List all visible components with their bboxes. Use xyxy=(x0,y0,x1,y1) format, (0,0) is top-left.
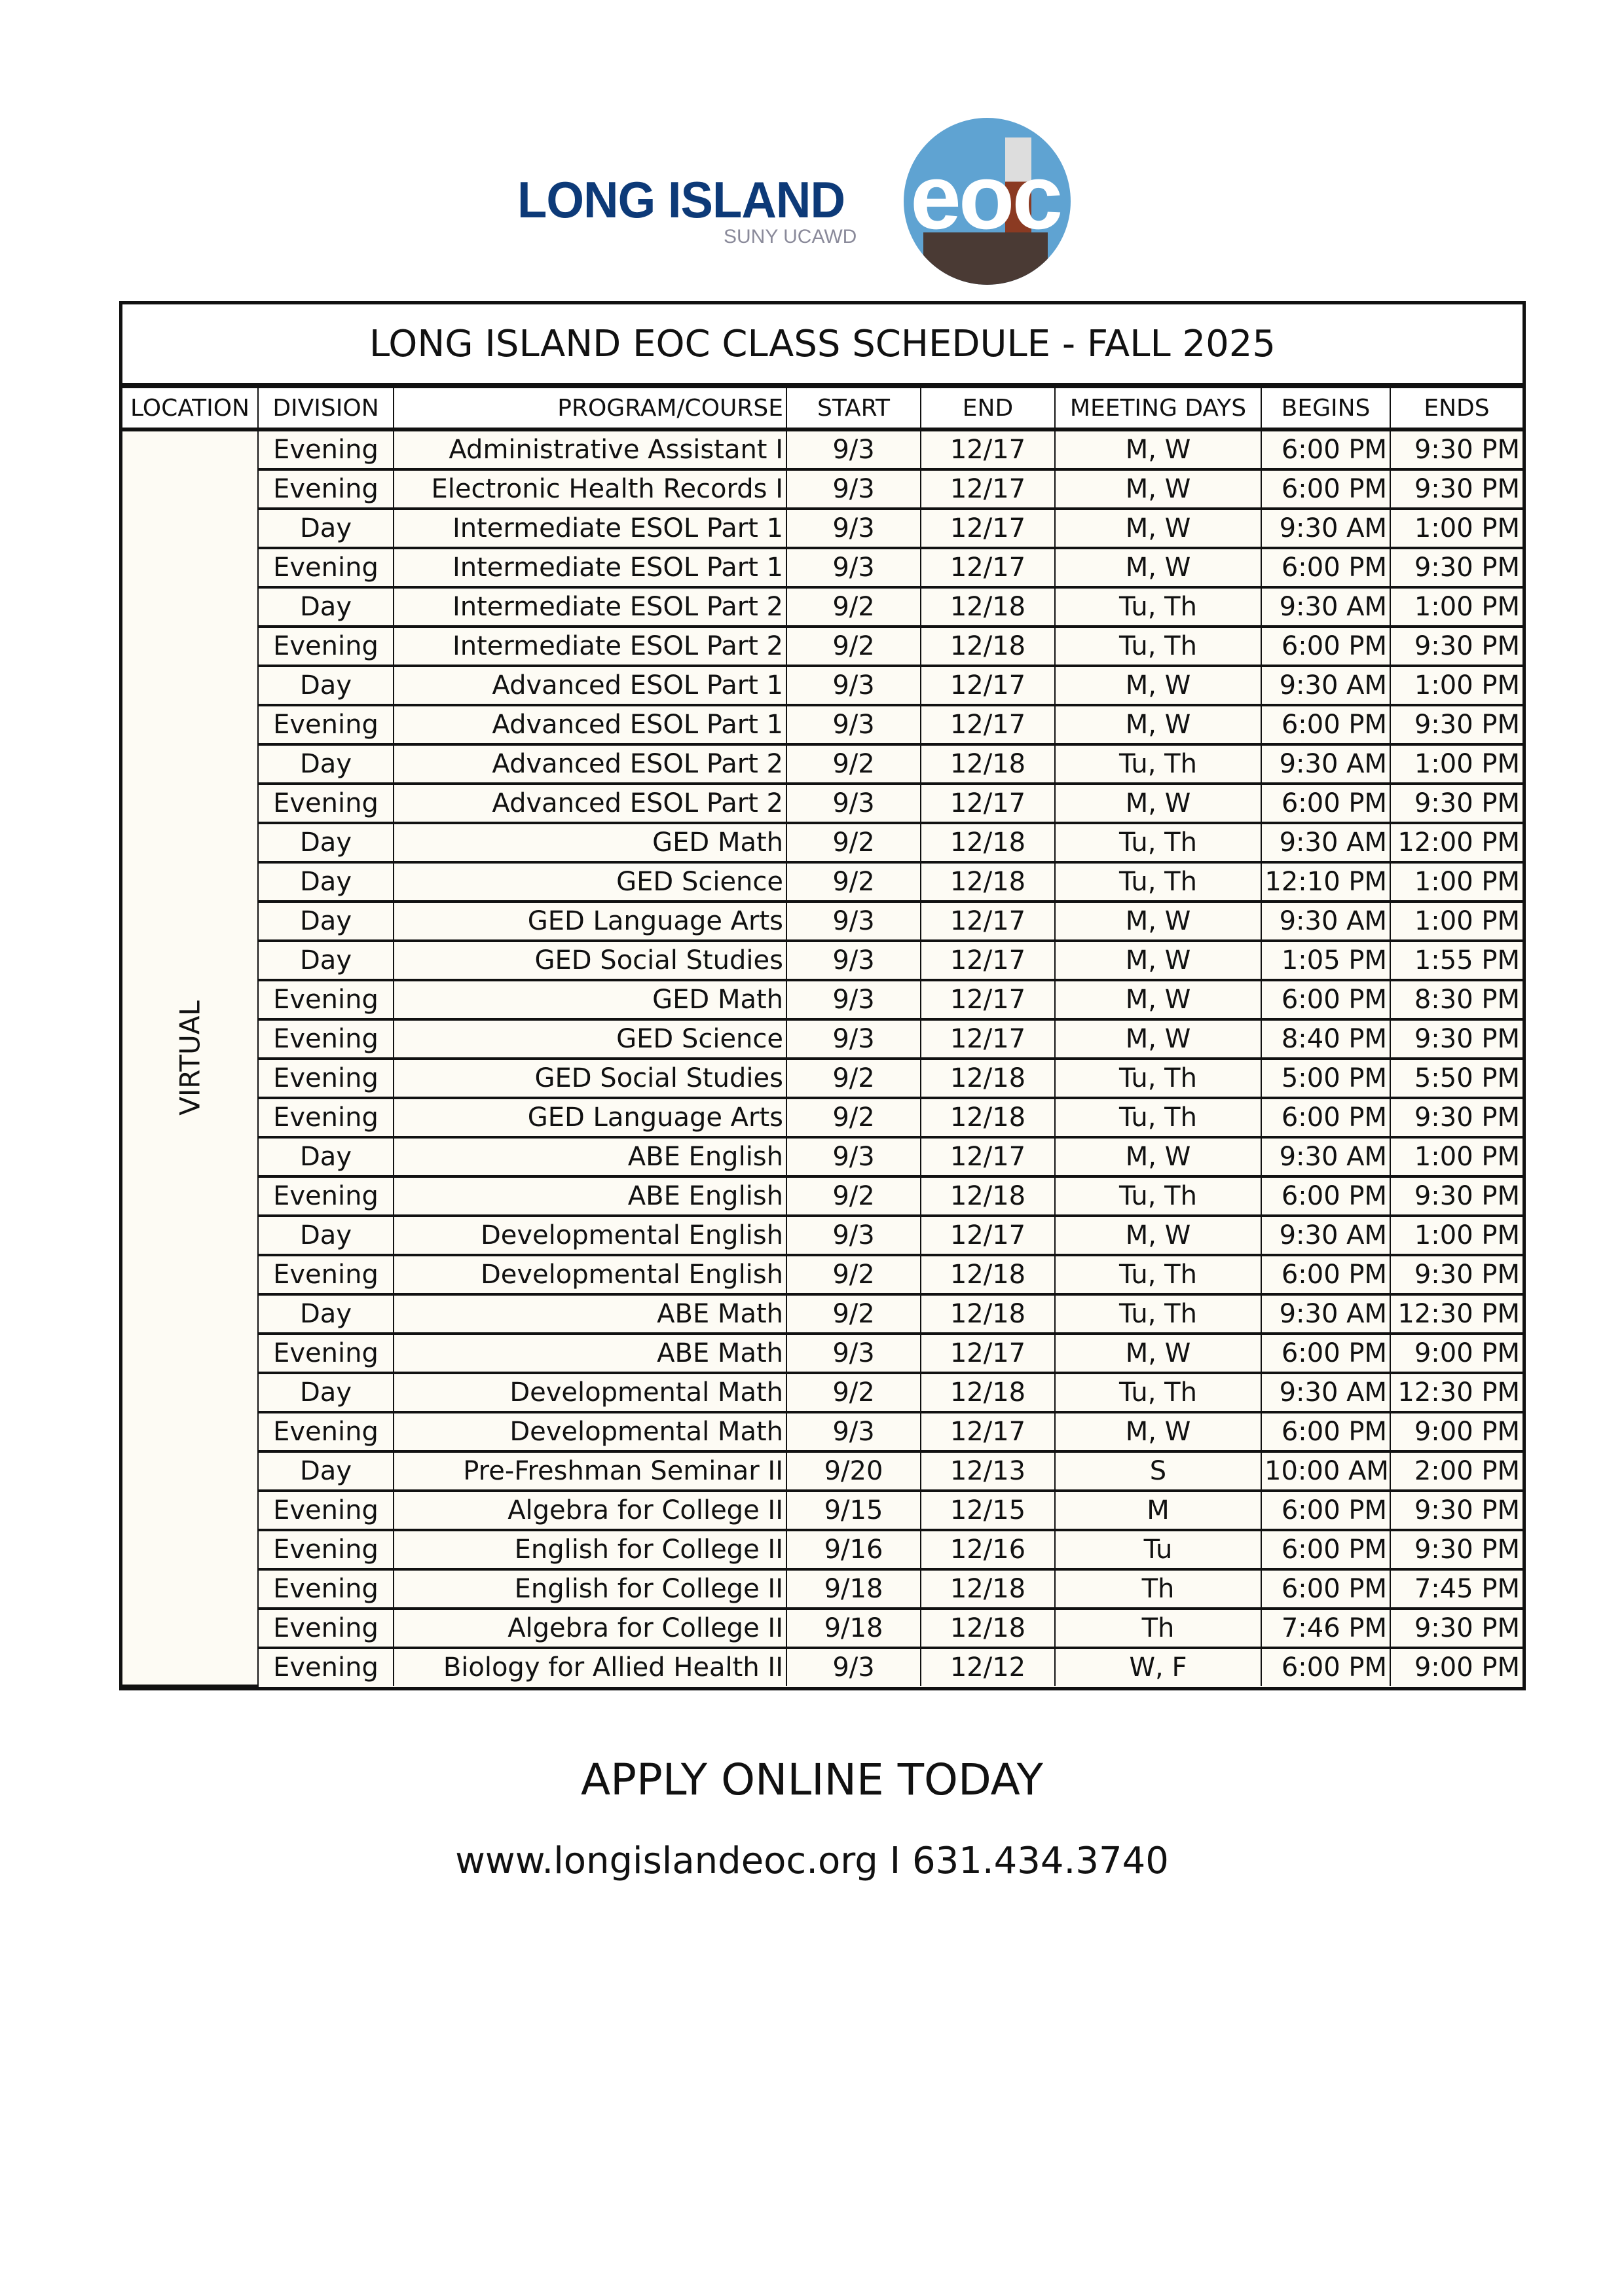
begins-cell: 6:00 PM xyxy=(1261,1491,1390,1530)
ends-cell: 9:30 PM xyxy=(1390,429,1522,469)
days-cell: M, W xyxy=(1055,902,1261,941)
course-cell: GED Language Arts xyxy=(394,1098,786,1137)
ends-cell: 12:00 PM xyxy=(1390,823,1522,862)
days-cell: Tu, Th xyxy=(1055,823,1261,862)
days-cell: Tu, Th xyxy=(1055,1373,1261,1412)
end-cell: 12/17 xyxy=(921,1334,1055,1373)
table-row xyxy=(122,1334,1522,1373)
end-cell: 12/17 xyxy=(921,980,1055,1019)
column-header: ENDS xyxy=(1390,388,1522,429)
ends-cell: 9:30 PM xyxy=(1390,784,1522,823)
days-cell: M, W xyxy=(1055,509,1261,548)
ends-cell: 8:30 PM xyxy=(1390,980,1522,1019)
start-cell: 9/3 xyxy=(786,469,921,509)
days-cell: S xyxy=(1055,1451,1261,1491)
end-cell: 12/18 xyxy=(921,1176,1055,1216)
division-cell: Evening xyxy=(258,429,394,469)
division-cell: Evening xyxy=(258,627,394,666)
end-cell: 12/17 xyxy=(921,469,1055,509)
table-row xyxy=(122,823,1522,862)
location-cell xyxy=(122,429,258,1686)
start-cell: 9/2 xyxy=(786,1294,921,1334)
course-cell: GED Math xyxy=(394,823,786,862)
course-cell: Administrative Assistant I xyxy=(394,429,786,469)
division-cell: Evening xyxy=(258,1609,394,1648)
begins-cell: 6:00 PM xyxy=(1261,705,1390,744)
division-cell: Day xyxy=(258,509,394,548)
end-cell: 12/17 xyxy=(921,1019,1055,1059)
ends-cell: 9:30 PM xyxy=(1390,1098,1522,1137)
begins-cell: 6:00 PM xyxy=(1261,784,1390,823)
end-cell: 12/13 xyxy=(921,1451,1055,1491)
division-cell: Evening xyxy=(258,1098,394,1137)
division-cell: Evening xyxy=(258,548,394,587)
division-cell: Day xyxy=(258,941,394,980)
ends-cell: 2:00 PM xyxy=(1390,1451,1522,1491)
division-cell: Evening xyxy=(258,1255,394,1294)
end-cell: 12/18 xyxy=(921,587,1055,627)
begins-cell: 6:00 PM xyxy=(1261,1255,1390,1294)
days-cell: Tu, Th xyxy=(1055,1294,1261,1334)
table-row xyxy=(122,705,1522,744)
days-cell: Tu, Th xyxy=(1055,744,1261,784)
table-row xyxy=(122,1530,1522,1569)
division-cell: Evening xyxy=(258,980,394,1019)
end-cell: 12/17 xyxy=(921,1216,1055,1255)
table-row xyxy=(122,1294,1522,1334)
end-cell: 12/18 xyxy=(921,823,1055,862)
table-row xyxy=(122,1137,1522,1176)
table-row xyxy=(122,587,1522,627)
begins-cell: 6:00 PM xyxy=(1261,1334,1390,1373)
table-row xyxy=(122,1216,1522,1255)
table-row xyxy=(122,862,1522,902)
division-cell: Day xyxy=(258,823,394,862)
table-row xyxy=(122,548,1522,587)
end-cell: 12/17 xyxy=(921,548,1055,587)
days-cell: M, W xyxy=(1055,666,1261,705)
ends-cell: 12:30 PM xyxy=(1390,1373,1522,1412)
ends-cell: 9:00 PM xyxy=(1390,1334,1522,1373)
course-cell: GED Social Studies xyxy=(394,1059,786,1098)
begins-cell: 6:00 PM xyxy=(1261,1098,1390,1137)
column-header: MEETING DAYS xyxy=(1055,388,1261,429)
ends-cell: 1:00 PM xyxy=(1390,1216,1522,1255)
table-row xyxy=(122,509,1522,548)
days-cell: M, W xyxy=(1055,705,1261,744)
division-cell: Day xyxy=(258,1373,394,1412)
division-cell: Evening xyxy=(258,1059,394,1098)
begins-cell: 9:30 AM xyxy=(1261,1216,1390,1255)
table-row xyxy=(122,469,1522,509)
course-cell: ABE English xyxy=(394,1137,786,1176)
begins-cell: 9:30 AM xyxy=(1261,902,1390,941)
division-cell: Evening xyxy=(258,1491,394,1530)
ends-cell: 1:00 PM xyxy=(1390,666,1522,705)
end-cell: 12/18 xyxy=(921,1098,1055,1137)
course-cell: Advanced ESOL Part 1 xyxy=(394,666,786,705)
start-cell: 9/18 xyxy=(786,1569,921,1609)
end-cell: 12/17 xyxy=(921,1137,1055,1176)
days-cell: M, W xyxy=(1055,980,1261,1019)
ends-cell: 1:55 PM xyxy=(1390,941,1522,980)
start-cell: 9/2 xyxy=(786,1373,921,1412)
division-cell: Evening xyxy=(258,469,394,509)
division-cell: Day xyxy=(258,1294,394,1334)
days-cell: M, W xyxy=(1055,1137,1261,1176)
days-cell: M xyxy=(1055,1491,1261,1530)
begins-cell: 9:30 AM xyxy=(1261,1373,1390,1412)
course-cell: Intermediate ESOL Part 1 xyxy=(394,548,786,587)
column-header: START xyxy=(786,388,921,429)
begins-cell: 6:00 PM xyxy=(1261,1530,1390,1569)
begins-cell: 6:00 PM xyxy=(1261,980,1390,1019)
division-cell: Day xyxy=(258,1216,394,1255)
end-cell: 12/18 xyxy=(921,627,1055,666)
ends-cell: 9:30 PM xyxy=(1390,1255,1522,1294)
schedule-sheet xyxy=(119,301,1526,1690)
start-cell: 9/2 xyxy=(786,1098,921,1137)
apply-cta: APPLY ONLINE TODAY xyxy=(581,1755,1043,1805)
start-cell: 9/3 xyxy=(786,1137,921,1176)
ends-cell: 9:30 PM xyxy=(1390,1609,1522,1648)
end-cell: 12/18 xyxy=(921,1373,1055,1412)
days-cell: M, W xyxy=(1055,469,1261,509)
days-cell: M, W xyxy=(1055,1412,1261,1451)
start-cell: 9/18 xyxy=(786,1609,921,1648)
ends-cell: 5:50 PM xyxy=(1390,1059,1522,1098)
table-row xyxy=(122,429,1522,469)
end-cell: 12/18 xyxy=(921,1294,1055,1334)
ends-cell: 1:00 PM xyxy=(1390,587,1522,627)
start-cell: 9/3 xyxy=(786,1216,921,1255)
division-cell: Day xyxy=(258,744,394,784)
table-row xyxy=(122,627,1522,666)
course-cell: GED Social Studies xyxy=(394,941,786,980)
ends-cell: 9:30 PM xyxy=(1390,1019,1522,1059)
begins-cell: 7:46 PM xyxy=(1261,1609,1390,1648)
days-cell: M, W xyxy=(1055,1216,1261,1255)
end-cell: 12/17 xyxy=(921,666,1055,705)
begins-cell: 9:30 AM xyxy=(1261,1137,1390,1176)
division-cell: Evening xyxy=(258,784,394,823)
end-cell: 12/18 xyxy=(921,744,1055,784)
course-cell: English for College II xyxy=(394,1530,786,1569)
days-cell: Tu, Th xyxy=(1055,1059,1261,1098)
days-cell: Tu, Th xyxy=(1055,587,1261,627)
start-cell: 9/3 xyxy=(786,548,921,587)
course-cell: Developmental English xyxy=(394,1216,786,1255)
course-cell: ABE Math xyxy=(394,1334,786,1373)
days-cell: M, W xyxy=(1055,429,1261,469)
course-cell: GED Science xyxy=(394,862,786,902)
ends-cell: 1:00 PM xyxy=(1390,862,1522,902)
end-cell: 12/17 xyxy=(921,705,1055,744)
days-cell: M, W xyxy=(1055,784,1261,823)
table-body xyxy=(122,429,1522,1686)
begins-cell: 6:00 PM xyxy=(1261,469,1390,509)
table-row xyxy=(122,902,1522,941)
division-cell: Evening xyxy=(258,1334,394,1373)
begins-cell: 6:00 PM xyxy=(1261,429,1390,469)
ends-cell: 9:30 PM xyxy=(1390,1491,1522,1530)
division-cell: Evening xyxy=(258,1176,394,1216)
logo-badge-text: eoc xyxy=(910,145,1061,248)
start-cell: 9/3 xyxy=(786,509,921,548)
table-row xyxy=(122,1412,1522,1451)
start-cell: 9/2 xyxy=(786,1176,921,1216)
ends-cell: 1:00 PM xyxy=(1390,902,1522,941)
end-cell: 12/18 xyxy=(921,1059,1055,1098)
days-cell: W, F xyxy=(1055,1648,1261,1686)
division-cell: Evening xyxy=(258,1412,394,1451)
start-cell: 9/3 xyxy=(786,429,921,469)
days-cell: M, W xyxy=(1055,548,1261,587)
table-row xyxy=(122,1648,1522,1686)
end-cell: 12/17 xyxy=(921,509,1055,548)
table-row xyxy=(122,1059,1522,1098)
start-cell: 9/2 xyxy=(786,1255,921,1294)
logo xyxy=(511,111,1087,282)
division-cell: Day xyxy=(258,902,394,941)
start-cell: 9/3 xyxy=(786,941,921,980)
column-header: DIVISION xyxy=(258,388,394,429)
start-cell: 9/15 xyxy=(786,1491,921,1530)
start-cell: 9/2 xyxy=(786,862,921,902)
ends-cell: 9:30 PM xyxy=(1390,469,1522,509)
start-cell: 9/3 xyxy=(786,1019,921,1059)
column-header: PROGRAM/COURSE xyxy=(394,388,786,429)
begins-cell: 9:30 AM xyxy=(1261,666,1390,705)
division-cell: Evening xyxy=(258,1648,394,1686)
table-row xyxy=(122,1255,1522,1294)
begins-cell: 1:05 PM xyxy=(1261,941,1390,980)
days-cell: Tu, Th xyxy=(1055,1098,1261,1137)
table-row xyxy=(122,1176,1522,1216)
table-row xyxy=(122,1019,1522,1059)
end-cell: 12/18 xyxy=(921,862,1055,902)
ends-cell: 9:30 PM xyxy=(1390,548,1522,587)
begins-cell: 6:00 PM xyxy=(1261,1412,1390,1451)
course-cell: Intermediate ESOL Part 2 xyxy=(394,627,786,666)
ends-cell: 12:30 PM xyxy=(1390,1294,1522,1334)
course-cell: Biology for Allied Health II xyxy=(394,1648,786,1686)
start-cell: 9/3 xyxy=(786,980,921,1019)
course-cell: ABE Math xyxy=(394,1294,786,1334)
start-cell: 9/3 xyxy=(786,784,921,823)
table-row xyxy=(122,1609,1522,1648)
course-cell: Intermediate ESOL Part 1 xyxy=(394,509,786,548)
course-cell: Pre-Freshman Seminar II xyxy=(394,1451,786,1491)
course-cell: Developmental English xyxy=(394,1255,786,1294)
end-cell: 12/18 xyxy=(921,1609,1055,1648)
course-cell: Algebra for College II xyxy=(394,1609,786,1648)
start-cell: 9/3 xyxy=(786,1412,921,1451)
division-cell: Evening xyxy=(258,1530,394,1569)
begins-cell: 8:40 PM xyxy=(1261,1019,1390,1059)
begins-cell: 9:30 AM xyxy=(1261,509,1390,548)
course-cell: Developmental Math xyxy=(394,1373,786,1412)
days-cell: Tu, Th xyxy=(1055,1176,1261,1216)
start-cell: 9/3 xyxy=(786,902,921,941)
course-cell: GED Math xyxy=(394,980,786,1019)
table-row xyxy=(122,1373,1522,1412)
begins-cell: 6:00 PM xyxy=(1261,627,1390,666)
days-cell: Tu, Th xyxy=(1055,862,1261,902)
days-cell: M, W xyxy=(1055,941,1261,980)
table-row xyxy=(122,1569,1522,1609)
ends-cell: 9:00 PM xyxy=(1390,1648,1522,1686)
schedule-table xyxy=(122,387,1522,1687)
end-cell: 12/17 xyxy=(921,1412,1055,1451)
start-cell: 9/2 xyxy=(786,1059,921,1098)
course-cell: Algebra for College II xyxy=(394,1491,786,1530)
table-row xyxy=(122,1491,1522,1530)
end-cell: 12/18 xyxy=(921,1569,1055,1609)
course-cell: ABE English xyxy=(394,1176,786,1216)
column-header: LOCATION xyxy=(122,388,258,429)
end-cell: 12/17 xyxy=(921,941,1055,980)
begins-cell: 6:00 PM xyxy=(1261,548,1390,587)
begins-cell: 9:30 AM xyxy=(1261,823,1390,862)
begins-cell: 6:00 PM xyxy=(1261,1648,1390,1686)
ends-cell: 7:45 PM xyxy=(1390,1569,1522,1609)
start-cell: 9/2 xyxy=(786,627,921,666)
begins-cell: 6:00 PM xyxy=(1261,1569,1390,1609)
days-cell: Tu xyxy=(1055,1530,1261,1569)
column-header: BEGINS xyxy=(1261,388,1390,429)
end-cell: 12/12 xyxy=(921,1648,1055,1686)
division-cell: Evening xyxy=(258,1019,394,1059)
course-cell: Advanced ESOL Part 2 xyxy=(394,744,786,784)
days-cell: Th xyxy=(1055,1569,1261,1609)
ends-cell: 1:00 PM xyxy=(1390,1137,1522,1176)
table-row xyxy=(122,666,1522,705)
table-row xyxy=(122,980,1522,1019)
course-cell: GED Science xyxy=(394,1019,786,1059)
division-cell: Day xyxy=(258,1451,394,1491)
course-cell: Advanced ESOL Part 2 xyxy=(394,784,786,823)
begins-cell: 9:30 AM xyxy=(1261,587,1390,627)
table-row xyxy=(122,784,1522,823)
course-cell: Advanced ESOL Part 1 xyxy=(394,705,786,744)
ends-cell: 1:00 PM xyxy=(1390,744,1522,784)
logo-name: LONG ISLAND xyxy=(517,171,845,228)
end-cell: 12/17 xyxy=(921,784,1055,823)
division-cell: Day xyxy=(258,587,394,627)
ends-cell: 9:30 PM xyxy=(1390,1176,1522,1216)
begins-cell: 9:30 AM xyxy=(1261,1294,1390,1334)
table-row xyxy=(122,941,1522,980)
begins-cell: 10:00 AM xyxy=(1261,1451,1390,1491)
end-cell: 12/17 xyxy=(921,429,1055,469)
table-row xyxy=(122,1451,1522,1491)
end-cell: 12/17 xyxy=(921,902,1055,941)
division-cell: Day xyxy=(258,862,394,902)
ends-cell: 9:30 PM xyxy=(1390,705,1522,744)
division-cell: Evening xyxy=(258,1569,394,1609)
days-cell: M, W xyxy=(1055,1019,1261,1059)
table-row xyxy=(122,1098,1522,1137)
table-header-row xyxy=(122,388,1522,429)
course-cell: English for College II xyxy=(394,1569,786,1609)
start-cell: 9/3 xyxy=(786,1334,921,1373)
start-cell: 9/20 xyxy=(786,1451,921,1491)
start-cell: 9/2 xyxy=(786,823,921,862)
division-cell: Day xyxy=(258,1137,394,1176)
logo-subtitle: SUNY UCAWD xyxy=(724,226,857,247)
start-cell: 9/2 xyxy=(786,587,921,627)
ends-cell: 9:30 PM xyxy=(1390,1530,1522,1569)
lighthouse-badge-icon xyxy=(904,118,1071,285)
days-cell: M, W xyxy=(1055,1334,1261,1373)
days-cell: Tu, Th xyxy=(1055,1255,1261,1294)
course-cell: Developmental Math xyxy=(394,1412,786,1451)
begins-cell: 9:30 AM xyxy=(1261,744,1390,784)
course-cell: Electronic Health Records I xyxy=(394,469,786,509)
begins-cell: 5:00 PM xyxy=(1261,1059,1390,1098)
start-cell: 9/3 xyxy=(786,705,921,744)
table-row xyxy=(122,744,1522,784)
course-cell: GED Language Arts xyxy=(394,902,786,941)
end-cell: 12/16 xyxy=(921,1530,1055,1569)
start-cell: 9/3 xyxy=(786,666,921,705)
ends-cell: 9:30 PM xyxy=(1390,627,1522,666)
begins-cell: 12:10 PM xyxy=(1261,862,1390,902)
end-cell: 12/18 xyxy=(921,1255,1055,1294)
end-cell: 12/15 xyxy=(921,1491,1055,1530)
days-cell: Tu, Th xyxy=(1055,627,1261,666)
start-cell: 9/3 xyxy=(786,1648,921,1686)
division-cell: Evening xyxy=(258,705,394,744)
course-cell: Intermediate ESOL Part 2 xyxy=(394,587,786,627)
contact-line[interactable]: www.longislandeoc.org I 631.434.3740 xyxy=(455,1840,1169,1882)
location-label: VIRTUAL xyxy=(174,1000,206,1116)
division-cell: Day xyxy=(258,666,394,705)
days-cell: Th xyxy=(1055,1609,1261,1648)
schedule-title: LONG ISLAND EOC CLASS SCHEDULE - FALL 2025 xyxy=(122,304,1522,387)
begins-cell: 6:00 PM xyxy=(1261,1176,1390,1216)
start-cell: 9/2 xyxy=(786,744,921,784)
ends-cell: 9:00 PM xyxy=(1390,1412,1522,1451)
start-cell: 9/16 xyxy=(786,1530,921,1569)
ends-cell: 1:00 PM xyxy=(1390,509,1522,548)
column-header: END xyxy=(921,388,1055,429)
